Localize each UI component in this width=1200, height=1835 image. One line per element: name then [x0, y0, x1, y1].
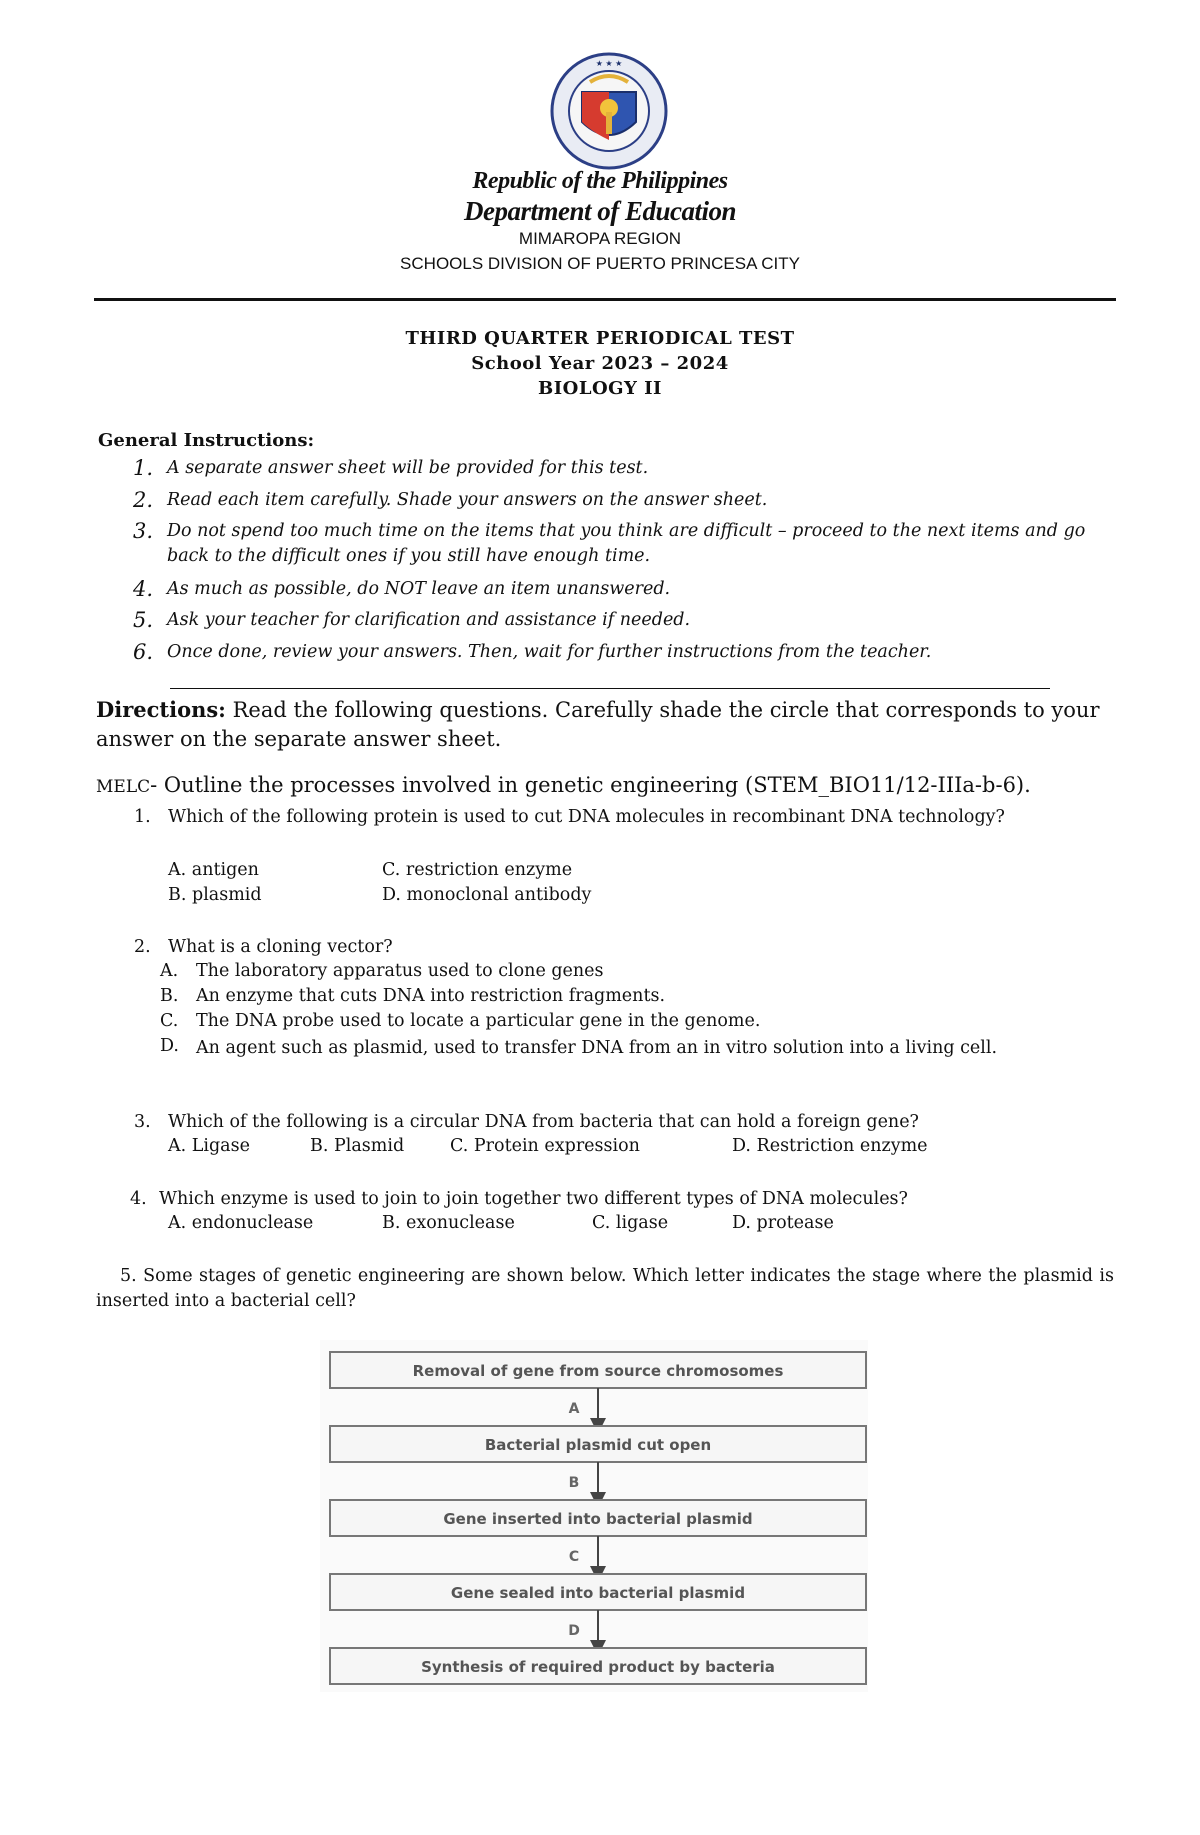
option-b: B. Plasmid [310, 1136, 405, 1156]
option-d: D. monoclonal antibody [382, 885, 592, 905]
option-a [160, 961, 604, 981]
instruction-number: 1. [133, 456, 154, 480]
option-letter: D. [160, 1036, 179, 1056]
test-title: THIRD QUARTER PERIODICAL TEST [405, 328, 795, 349]
instruction-number: 4. [133, 577, 154, 601]
question-number: 2. [134, 937, 151, 957]
question-5 [96, 1264, 1114, 1314]
flow-label-c: C [568, 1549, 580, 1565]
option-c: C. restriction enzyme [382, 860, 573, 880]
flow-step-3: Gene inserted into bacterial plasmid [443, 1510, 753, 1528]
directions-text: Read the following questions. Carefully shade the circle that corresponds to your answer on the separate answer sheet. [96, 698, 1100, 751]
flow-step-4: Gene sealed into bacterial plasmid [450, 1584, 746, 1602]
question-number: 1. [134, 807, 151, 827]
question-number: 5. [120, 1266, 137, 1286]
option-text: An agent such as plasmid, used to transfer DNA from an in vitro solution into a living cell. [196, 1038, 998, 1058]
directions-label: Directions: [96, 697, 226, 722]
question-text: Which of the following is a circular DNA from bacteria that can hold a foreign gene? [168, 1112, 919, 1132]
option-a: A. antigen [168, 860, 259, 880]
melc-text: - Outline the processes involved in genetic engineering (STEM_BIO11/12-IIIa-b-6). [150, 773, 1031, 797]
instruction-item [133, 488, 1127, 513]
flow-step-2: Bacterial plasmid cut open [484, 1436, 712, 1454]
option-a: A. endonuclease [168, 1213, 314, 1233]
general-instructions-heading: General Instructions: [98, 430, 315, 451]
option-text: The DNA probe used to locate a particular gene in the genome. [196, 1011, 761, 1031]
directions-paragraph [96, 695, 1116, 754]
genetic-engineering-flow-diagram [320, 1340, 868, 1692]
instruction-number: 6. [133, 640, 154, 664]
option-text: The laboratory apparatus used to clone genes [196, 961, 604, 981]
melc-label: MELC [96, 777, 151, 797]
question-number: 3. [134, 1112, 151, 1132]
option-b: B. exonuclease [382, 1213, 515, 1233]
question-text: Some stages of genetic engineering are shown below. Which letter indicates the stage where the plasmid is inserted into a bacterial cell? [96, 1266, 1114, 1311]
question-text: Which enzyme is used to join to join together two different types of DNA molecules? [159, 1189, 908, 1209]
option-d [160, 1036, 1112, 1060]
flow-label-d: D [568, 1623, 580, 1639]
flow-label-a: A [568, 1401, 580, 1417]
instruction-text: As much as possible, do NOT leave an item unanswered. [167, 579, 671, 599]
department-heading: Department of Education [463, 196, 736, 226]
option-c [160, 1011, 760, 1031]
option-text: An enzyme that cuts DNA into restriction fragments. [196, 986, 666, 1006]
instruction-number: 2. [133, 488, 154, 512]
question-text: Which of the following protein is used to cut DNA molecules in recombinant DNA technology? [168, 807, 1005, 827]
instruction-item [133, 640, 1127, 665]
instruction-text: Do not spend too much time on the items that you think are difficult – proceed to the next items and go back to the difficult ones if you still have enough time. [167, 521, 1086, 566]
region-label: MIMAROPA REGION [518, 229, 682, 248]
division-label: SCHOOLS DIVISION OF PUERTO PRINCESA CITY [400, 254, 800, 273]
option-letter: C. [160, 1011, 179, 1031]
flow-step-1: Removal of gene from source chromosomes [412, 1362, 784, 1380]
deped-seal-logo [550, 52, 668, 170]
option-letter: A. [160, 961, 179, 981]
flow-step-5: Synthesis of required product by bacteria [421, 1658, 775, 1676]
instructions-divider [170, 688, 1050, 689]
option-d: D. Restriction enzyme [732, 1136, 928, 1156]
instruction-item [133, 519, 1127, 569]
option-a: A. Ligase [168, 1136, 250, 1156]
instruction-text: Once done, review your answers. Then, wait for further instructions from the teacher. [167, 642, 932, 662]
option-d: D. protease [732, 1213, 834, 1233]
option-b [160, 986, 665, 1006]
subject-title: BIOLOGY II [538, 378, 662, 399]
instruction-number: 3. [133, 519, 154, 543]
option-b: B. plasmid [168, 885, 262, 905]
instruction-text: Ask your teacher for clarification and assistance if needed. [167, 610, 691, 630]
instruction-item [133, 577, 1127, 602]
option-c: C. Protein expression [450, 1136, 640, 1156]
melc-line [96, 773, 1031, 797]
instruction-item [133, 608, 1127, 633]
instruction-item [133, 456, 1127, 481]
option-letter: B. [160, 986, 179, 1006]
question-text: What is a cloning vector? [168, 937, 393, 957]
option-c: C. ligase [592, 1213, 669, 1233]
school-year: School Year 2023 – 2024 [471, 353, 729, 374]
instruction-text: A separate answer sheet will be provided for this test. [167, 458, 649, 478]
svg-text:★ ★ ★: ★ ★ ★ [595, 59, 623, 68]
instruction-text: Read each item carefully. Shade your answers on the answer sheet. [167, 490, 768, 510]
question-number: 4. [130, 1189, 147, 1209]
instruction-number: 5. [133, 608, 154, 632]
flow-label-b: B [568, 1475, 580, 1491]
republic-heading: Republic of the Philippines [472, 168, 728, 194]
header-divider [94, 298, 1116, 301]
